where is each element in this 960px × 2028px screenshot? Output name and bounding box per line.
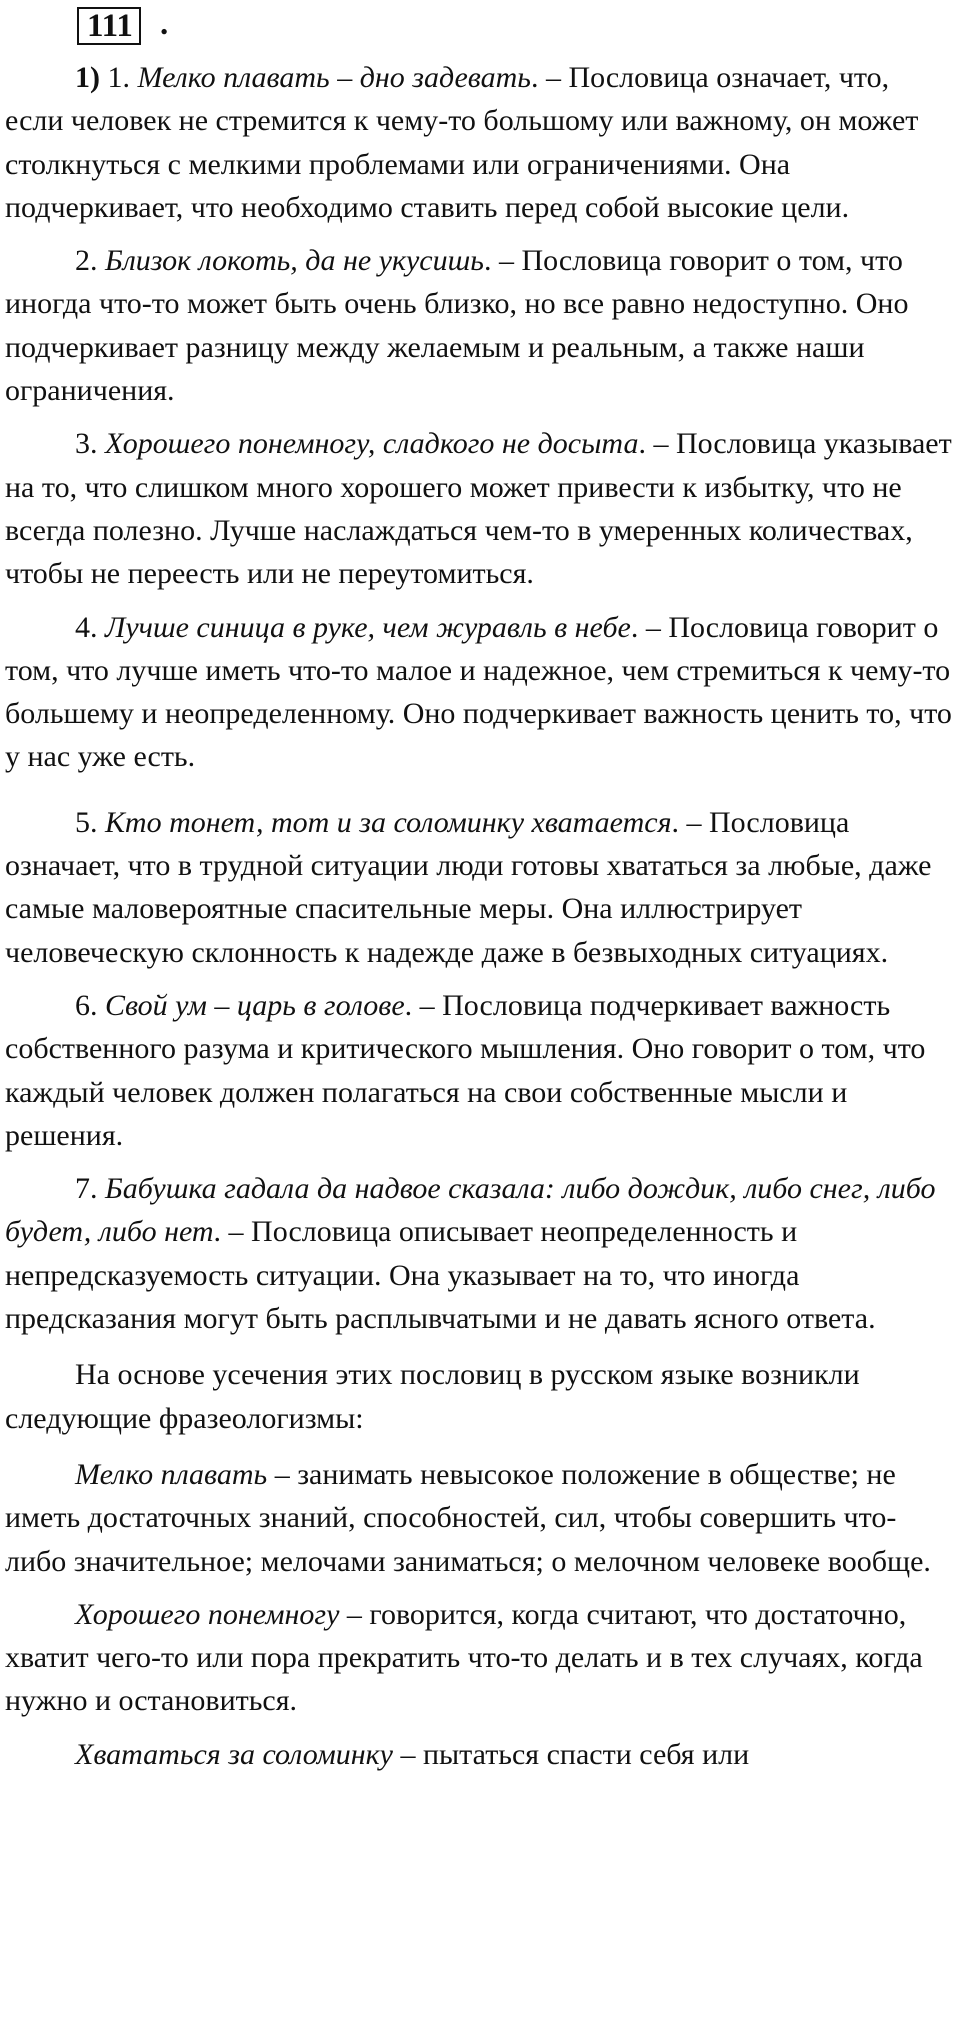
exercise-number-dot: . [160,6,169,42]
proverb-number: 6. [75,988,98,1022]
proverb-paragraph-6 [5,984,955,1157]
proverb-paragraph-3 [5,422,955,595]
proverb-explanation: . – Пословица говорит о том, что иногда что-то может быть очень близко, но все равно недоступно. Оно подчеркивает разницу между желаемым и реальным, а также наши ограничения. [5,244,909,408]
proverb-title: Кто тонет, тот и за соломинку хватается [105,805,672,839]
proverb-title: Мелко плавать – дно задевать [137,61,531,94]
idiom-definition: – пытаться спасти себя или [392,1737,750,1771]
proverb-number: 7. [75,1172,98,1206]
idiom-paragraph-2 [5,1593,955,1723]
idiom-term: Хорошего понемногу [75,1597,340,1631]
proverb-paragraph-1 [5,56,955,229]
proverb-title: Бабушка гадала да надвое сказала: либо дождик, либо снег, либо будет, либо нет [5,1172,936,1249]
proverb-number: 5. [75,805,98,839]
proverb-explanation: . – Пословица подчеркивает важность собственного разума и критического мышления. Оно говорит о том, что каждый человек должен полагаться на свои собственные мысли и решения. [5,988,926,1152]
proverb-title: Близок локоть, да не укусишь [105,244,484,278]
exercise-number: 111 [77,7,141,45]
proverb-number: 1. [107,61,130,94]
idiom-term: Хвататься за соломинку [75,1737,393,1771]
proverb-explanation: . – Пословица описывает неопределенность и непредсказуемость ситуации. Она указывает на то, что иногда предсказания могут быть расплывчатыми и не давать ясного ответа. [5,1215,876,1336]
proverb-explanation: . – Пословица означает, что, если человек не стремится к чему-то большому или важному, он может столкнуться с мелкими проблемами или ограничениями. Она подчеркивает, что необходимо ставить перед собой высокие цели. [5,61,919,224]
idiom-definition: – занимать невысокое положение в обществе; не иметь достаточных знаний, способностей, сил, чтобы совершить что-либо значительное; мелочами заниматься; о мелочном человеке вообще. [5,1457,931,1578]
proverb-explanation: . – Пословица означает, что в трудной ситуации люди готовы хвататься за любые, даже самые маловероятные спасительные меры. Она иллюстрирует человеческую склонность к надежде даже в безвыходных ситуациях. [5,805,932,969]
proverb-paragraph-4 [5,606,955,779]
proverb-number: 4. [75,610,98,644]
idiom-term: Мелко плавать [75,1457,268,1491]
proverb-paragraph-7 [5,1167,955,1340]
idioms-intro: На основе усечения этих пословиц в русском языке возникли следующие фразеологизмы: [5,1358,860,1435]
proverb-title: Свой ум – царь в голове [105,988,405,1022]
proverb-paragraph-5 [5,801,955,974]
idiom-paragraph-1 [5,1453,955,1583]
proverb-explanation: . – Пословица говорит о том, что лучше иметь что-то малое и надежное, чем стремиться к чему-то большему и неопределенному. Оно подчеркивает важность ценить то, что у нас уже есть. [5,610,952,774]
idiom-paragraph-3 [5,1733,955,1776]
proverb-title: Лучше синица в руке, чем журавль в небе [105,610,631,644]
part-label: 1) [75,61,100,94]
exercise-text [5,56,955,1776]
proverb-title: Хорошего понемногу, сладкого не досыта [105,427,639,461]
proverb-explanation: . – Пословица указывает на то, что слишком много хорошего может привести к избытку, что не всегда полезно. Лучше наслаждаться чем-то в умеренных количествах, чтобы не переесть или не переутомиться. [5,427,952,591]
proverb-paragraph-2 [5,239,955,412]
proverb-number: 3. [75,427,98,461]
idiom-definition: – говорится, когда считают, что достаточно, хватит чего-то или пора прекратить что-то делать и в тех случаях, когда нужно и остановиться. [5,1597,923,1718]
proverb-number: 2. [75,244,98,278]
